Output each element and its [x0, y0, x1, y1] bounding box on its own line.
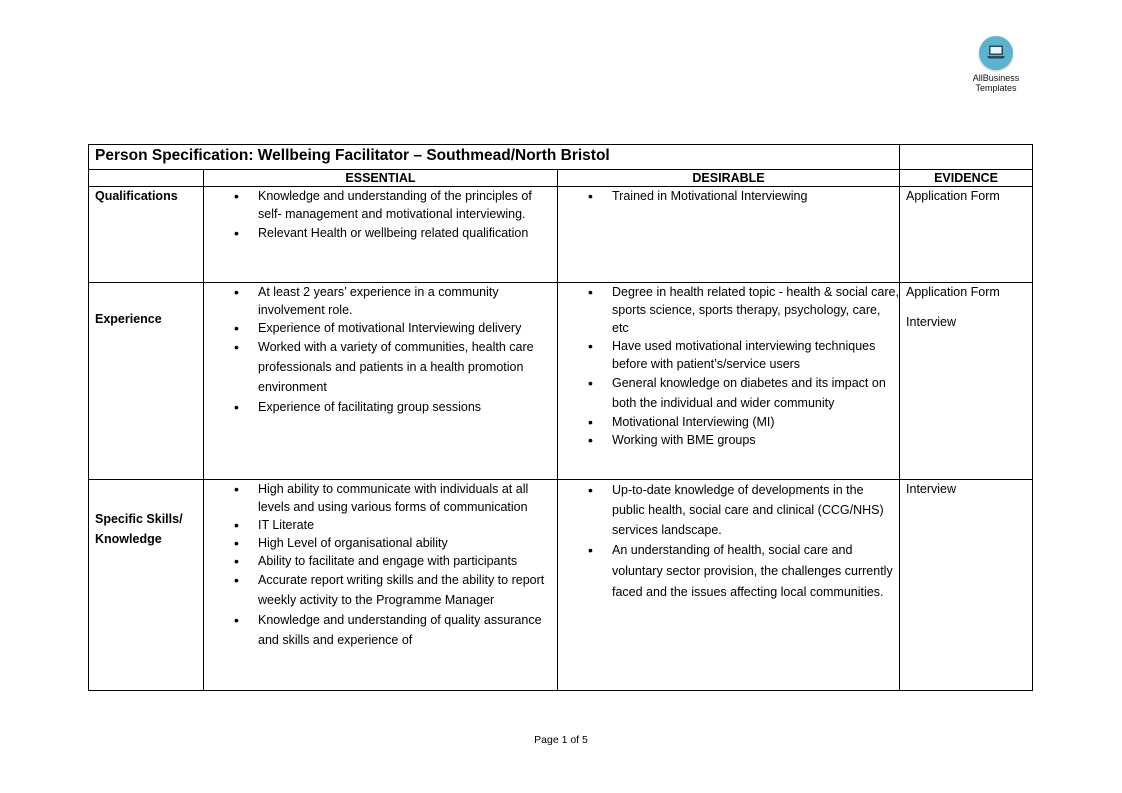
table-title-row [89, 145, 1033, 170]
page-number: Page 1 of 5 [534, 734, 588, 746]
logo-text-line1: AllBusiness [972, 73, 1020, 83]
list-item: • Knowledge and understanding of quality assurance and skills and experience of [258, 610, 557, 650]
experience-desirable-cell [558, 283, 900, 480]
list-item: • Experience of facilitating group sessions [258, 397, 557, 417]
table-row-specific-skills [89, 480, 1033, 691]
list-item: • General knowledge on diabetes and its impact on both the individual and wider community [612, 373, 899, 413]
experience-essential-cell [204, 283, 558, 480]
table-row-qualifications [89, 187, 1033, 283]
list-item: • An understanding of health, social care and voluntary sector provision, the challenges currently faced and the issues affecting local communities. [612, 540, 899, 603]
list-item: • Up-to-date knowledge of developments in the public health, social care and clinical (CCG/NHS) services landscape. [612, 480, 899, 540]
list-item: • Worked with a variety of communities, health care professionals and patients in a health promotion environment [258, 337, 557, 397]
list-item: • Experience of motivational Interviewing delivery [258, 319, 557, 337]
skills-desirable-cell [558, 480, 900, 691]
list-item: • Working with BME groups [612, 431, 899, 449]
list-item: • Have used motivational interviewing techniques before with patient’s/service users [612, 337, 899, 373]
header-desirable: DESIRABLE [558, 170, 900, 187]
list-item: • Knowledge and understanding of the principles of self- management and motivational interviewing. [258, 187, 557, 223]
list-item: • IT Literate [258, 516, 557, 534]
laptop-icon [979, 36, 1013, 70]
qualifications-evidence-cell [900, 187, 1033, 283]
list-item: • Trained in Motivational Interviewing [612, 187, 899, 205]
table-title-empty-cell [900, 145, 1033, 170]
table-title: Person Specification: Wellbeing Facilitator – Southmead/North Bristol [89, 145, 900, 170]
row-label-specific-skills: Specific Skills/ Knowledge [89, 480, 204, 691]
list-item: • High ability to communicate with individuals at all levels and using various forms of communication [258, 480, 557, 516]
list-item: • Degree in health related topic - health & social care, sports science, sports therapy, psychology, care, etc [612, 283, 899, 337]
qualifications-essential-cell [204, 187, 558, 283]
list-item: • Relevant Health or wellbeing related qualification [258, 223, 557, 243]
header-empty-cell [89, 170, 204, 187]
skills-evidence-cell [900, 480, 1033, 691]
evidence-item: Application Form [906, 189, 1000, 203]
experience-evidence-cell [900, 283, 1033, 480]
row-label-qualifications: Qualifications [89, 187, 204, 283]
header-essential: ESSENTIAL [204, 170, 558, 187]
list-item: • Motivational Interviewing (MI) [612, 413, 899, 431]
list-item: • Ability to facilitate and engage with participants [258, 552, 557, 570]
list-item: • At least 2 years’ experience in a community involvement role. [258, 283, 557, 319]
logo-text-line2: Templates [975, 83, 1017, 93]
list-item: • Accurate report writing skills and the ability to report weekly activity to the Programme Manager [258, 570, 557, 610]
table-row-experience [89, 283, 1033, 480]
evidence-item: Interview [906, 315, 957, 329]
header-evidence: EVIDENCE [900, 170, 1033, 187]
skills-essential-cell [204, 480, 558, 691]
person-specification-table [88, 144, 1033, 691]
evidence-item: Interview [906, 482, 957, 496]
table-header-row [89, 170, 1033, 187]
list-item: • High Level of organisational ability [258, 534, 557, 552]
allbusiness-templates-logo [960, 36, 1032, 93]
row-label-experience: Experience [89, 283, 204, 480]
evidence-item: Application Form [906, 285, 1000, 299]
qualifications-desirable-cell [558, 187, 900, 283]
